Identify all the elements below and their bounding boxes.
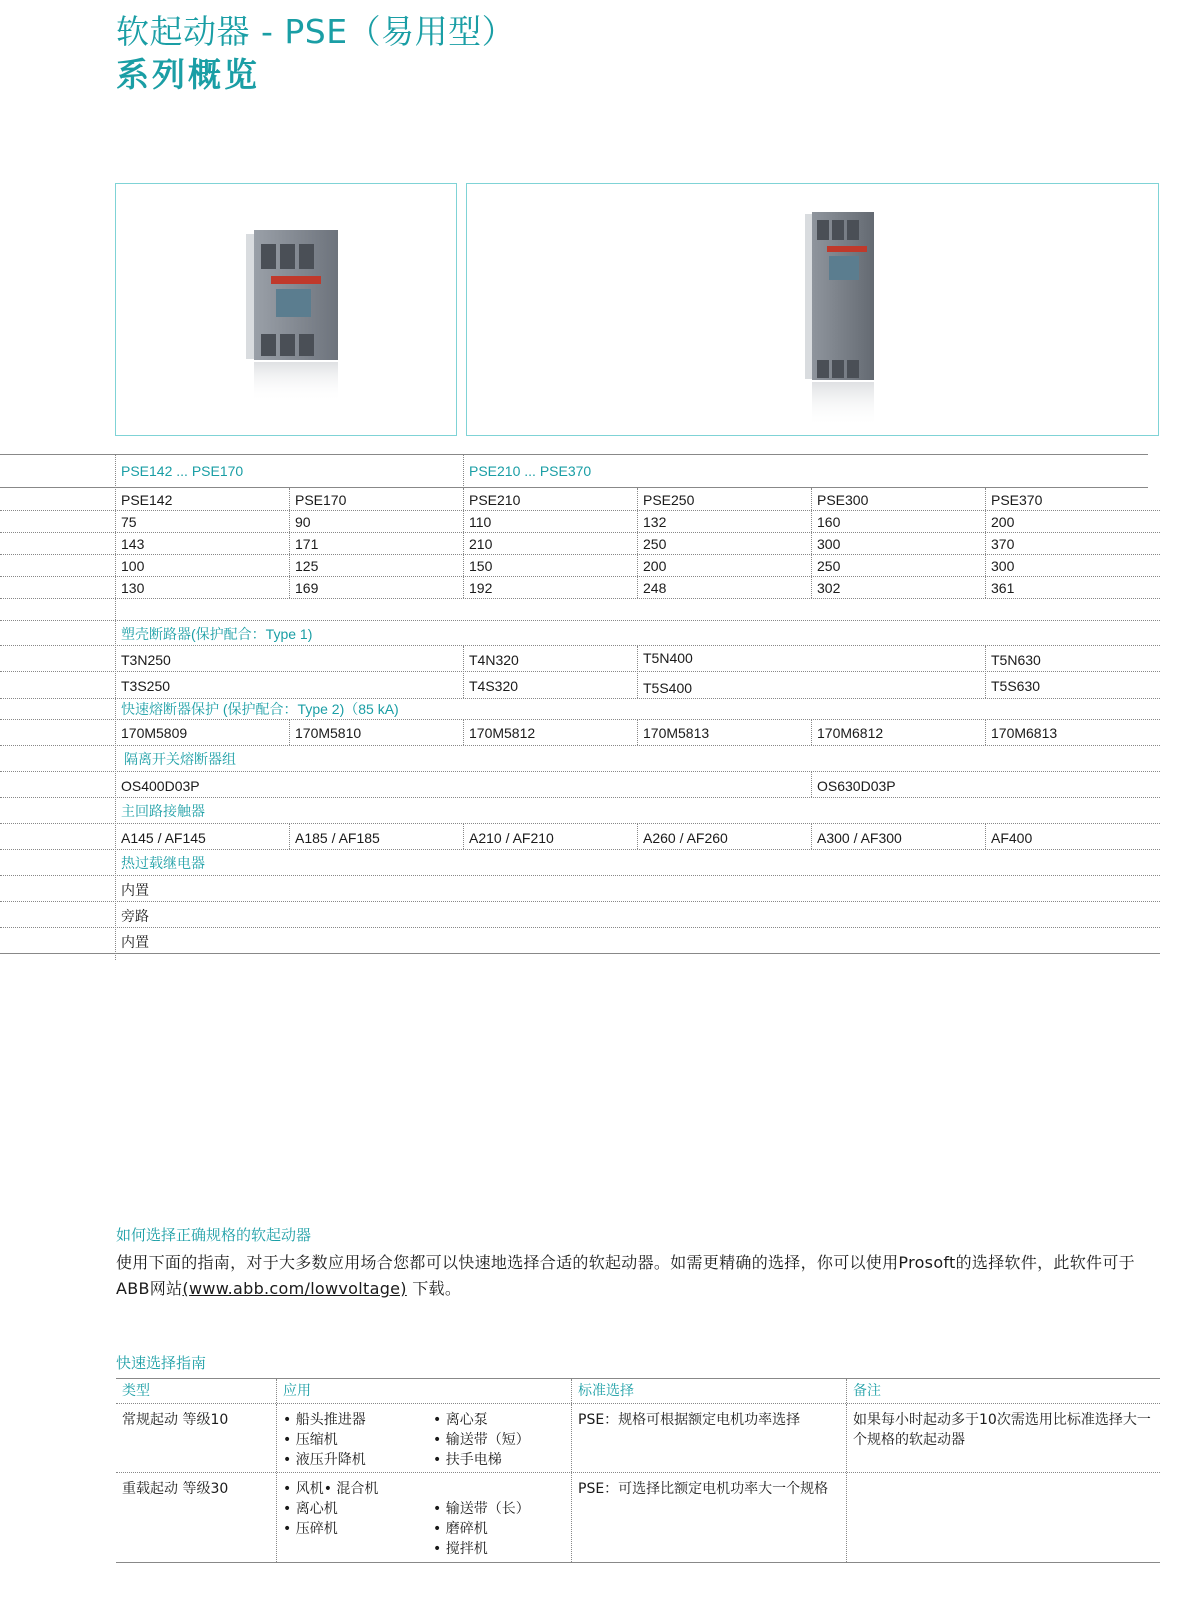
table-cell: A210 / AF210 <box>469 830 554 846</box>
table-cell: 170M6813 <box>991 725 1058 741</box>
table-cell: 210 <box>469 536 493 552</box>
table-header-row <box>116 1379 1160 1403</box>
table-row <box>116 1472 1160 1562</box>
guide-text-end: 下载。 <box>406 1279 462 1298</box>
row-standard: PSE：规格可根据额定电机功率选择 <box>571 1404 846 1472</box>
mccb-header: 塑壳断路器(保护配合：Type 1) <box>121 626 313 642</box>
table-cell: 170M6812 <box>817 725 884 741</box>
model-pse370: PSE370 <box>991 492 1043 508</box>
table-cell: 192 <box>469 580 493 596</box>
page-subtitle: 系列概览 <box>116 55 260 94</box>
table-cell: 361 <box>991 580 1015 596</box>
col-type: 类型 <box>122 1383 150 1399</box>
app-item: • 船头推进器 <box>283 1412 366 1428</box>
table-cell: 75 <box>121 514 137 530</box>
bypass-header: 旁路 <box>121 908 149 924</box>
table-cell: OS400D03P <box>121 778 200 794</box>
guide-paragraph <box>116 1250 1161 1302</box>
row-type: 重载起动 等级30 <box>122 1481 229 1497</box>
abb-website-link[interactable]: (www.abb.com/lowvoltage) <box>182 1279 407 1298</box>
model-pse170: PSE170 <box>295 492 347 508</box>
table-cell: 248 <box>643 580 667 596</box>
product-image-pse142-170 <box>115 183 457 436</box>
table-cell: 250 <box>817 558 841 574</box>
overload-value: 内置 <box>121 882 149 898</box>
app-item: • 扶手电梯 <box>433 1452 502 1468</box>
table-cell: 370 <box>991 536 1015 552</box>
table-cell: 200 <box>991 514 1015 530</box>
product-image-pse210-370 <box>466 183 1159 436</box>
app-item: • 风机• 混合机 <box>283 1481 379 1497</box>
guide-text: 使用下面的指南，对于大多数应用场合您都可以快速地选择合适的软起动器。如需更精确的选择，你可以使用Prosoft的选择软件，此软件可于ABB网站 <box>116 1253 1135 1298</box>
app-item: • 输送带（短） <box>433 1432 530 1448</box>
model-pse300: PSE300 <box>817 492 869 508</box>
table-cell: 302 <box>817 580 841 596</box>
row-type: 常规起动 等级10 <box>122 1412 229 1428</box>
table-cell: T3S250 <box>121 678 171 694</box>
table-cell: 100 <box>121 558 145 574</box>
table-cell: 110 <box>469 514 492 530</box>
table-cell: T5N630 <box>991 652 1041 668</box>
table-cell: T5N400 <box>643 650 693 666</box>
app-item <box>283 1539 433 1559</box>
contactor-header: 主回路接触器 <box>121 803 205 819</box>
table-cell: 169 <box>295 580 319 596</box>
row-note: 如果每小时起动多于10次需选用比标准选择大一个规格的软起动器 <box>846 1404 1160 1472</box>
app-item: • 压缩机 <box>283 1432 338 1448</box>
table-cell: 160 <box>817 514 841 530</box>
table-cell: 300 <box>991 558 1015 574</box>
app-item: • 磨碎机 <box>433 1521 488 1537</box>
guide-heading: 如何选择正确规格的软起动器 <box>116 1226 312 1244</box>
app-item: • 压碎机 <box>283 1521 338 1537</box>
model-pse210: PSE210 <box>469 492 521 508</box>
table-cell: OS630D03P <box>817 778 896 794</box>
col-standard: 标准选择 <box>571 1379 846 1403</box>
table-cell: 300 <box>817 536 841 552</box>
quick-guide-heading: 快速选择指南 <box>116 1354 207 1372</box>
table-cell: 170M5813 <box>643 725 710 741</box>
app-item: • 离心泵 <box>433 1412 488 1428</box>
table-cell: A145 / AF145 <box>121 830 206 846</box>
col-application: 应用 <box>276 1379 571 1403</box>
table-cell: A260 / AF260 <box>643 830 728 846</box>
row-note-empty <box>846 1473 1160 1562</box>
table-cell: 132 <box>643 514 667 530</box>
table-cell: T4N320 <box>469 652 519 668</box>
row-apps <box>276 1404 571 1472</box>
table-cell: AF400 <box>991 830 1033 846</box>
table-cell: 143 <box>121 536 145 552</box>
fuse-header: 快速熔断器保护 (保护配合：Type 2)（85 kA) <box>121 701 399 717</box>
app-item: • 液压升降机 <box>283 1452 366 1468</box>
app-item: • 输送带（长） <box>433 1501 530 1517</box>
col-notes: 备注 <box>846 1379 1160 1403</box>
table-cell: 125 <box>295 558 319 574</box>
table-cell: 170M5809 <box>121 725 188 741</box>
switch-header: 隔离开关熔断器组 <box>124 751 236 767</box>
table-cell: T5S630 <box>991 678 1041 694</box>
row-apps <box>276 1473 571 1562</box>
overload-header: 热过载继电器 <box>121 855 205 871</box>
quick-selection-table <box>116 1378 1160 1563</box>
group-header-2: PSE210 ... PSE370 <box>469 463 592 479</box>
table-cell: 130 <box>121 580 145 596</box>
table-cell: 170M5810 <box>295 725 362 741</box>
page-title: 软起动器 - PSE（易用型） <box>116 12 516 51</box>
table-cell: T3N250 <box>121 652 171 668</box>
app-item: • 离心机 <box>283 1501 338 1517</box>
table-cell: 150 <box>469 558 493 574</box>
row-standard: PSE：可选择比额定电机功率大一个规格 <box>571 1473 846 1562</box>
model-pse142: PSE142 <box>121 492 173 508</box>
table-cell: T5S400 <box>643 680 693 696</box>
group-header-1: PSE142 ... PSE170 <box>121 463 244 479</box>
table-cell: A185 / AF185 <box>295 830 380 846</box>
table-row <box>116 1403 1160 1472</box>
model-pse250: PSE250 <box>643 492 695 508</box>
table-cell: 90 <box>295 514 311 530</box>
bypass-value: 内置 <box>121 934 149 950</box>
table-cell: A300 / AF300 <box>817 830 902 846</box>
table-cell: 250 <box>643 536 667 552</box>
table-cell: T4S320 <box>469 678 519 694</box>
app-item: • 搅拌机 <box>433 1541 488 1557</box>
table-cell: 200 <box>643 558 667 574</box>
table-cell: 170M5812 <box>469 725 536 741</box>
app-item <box>433 1479 563 1499</box>
table-cell: 171 <box>295 536 319 552</box>
